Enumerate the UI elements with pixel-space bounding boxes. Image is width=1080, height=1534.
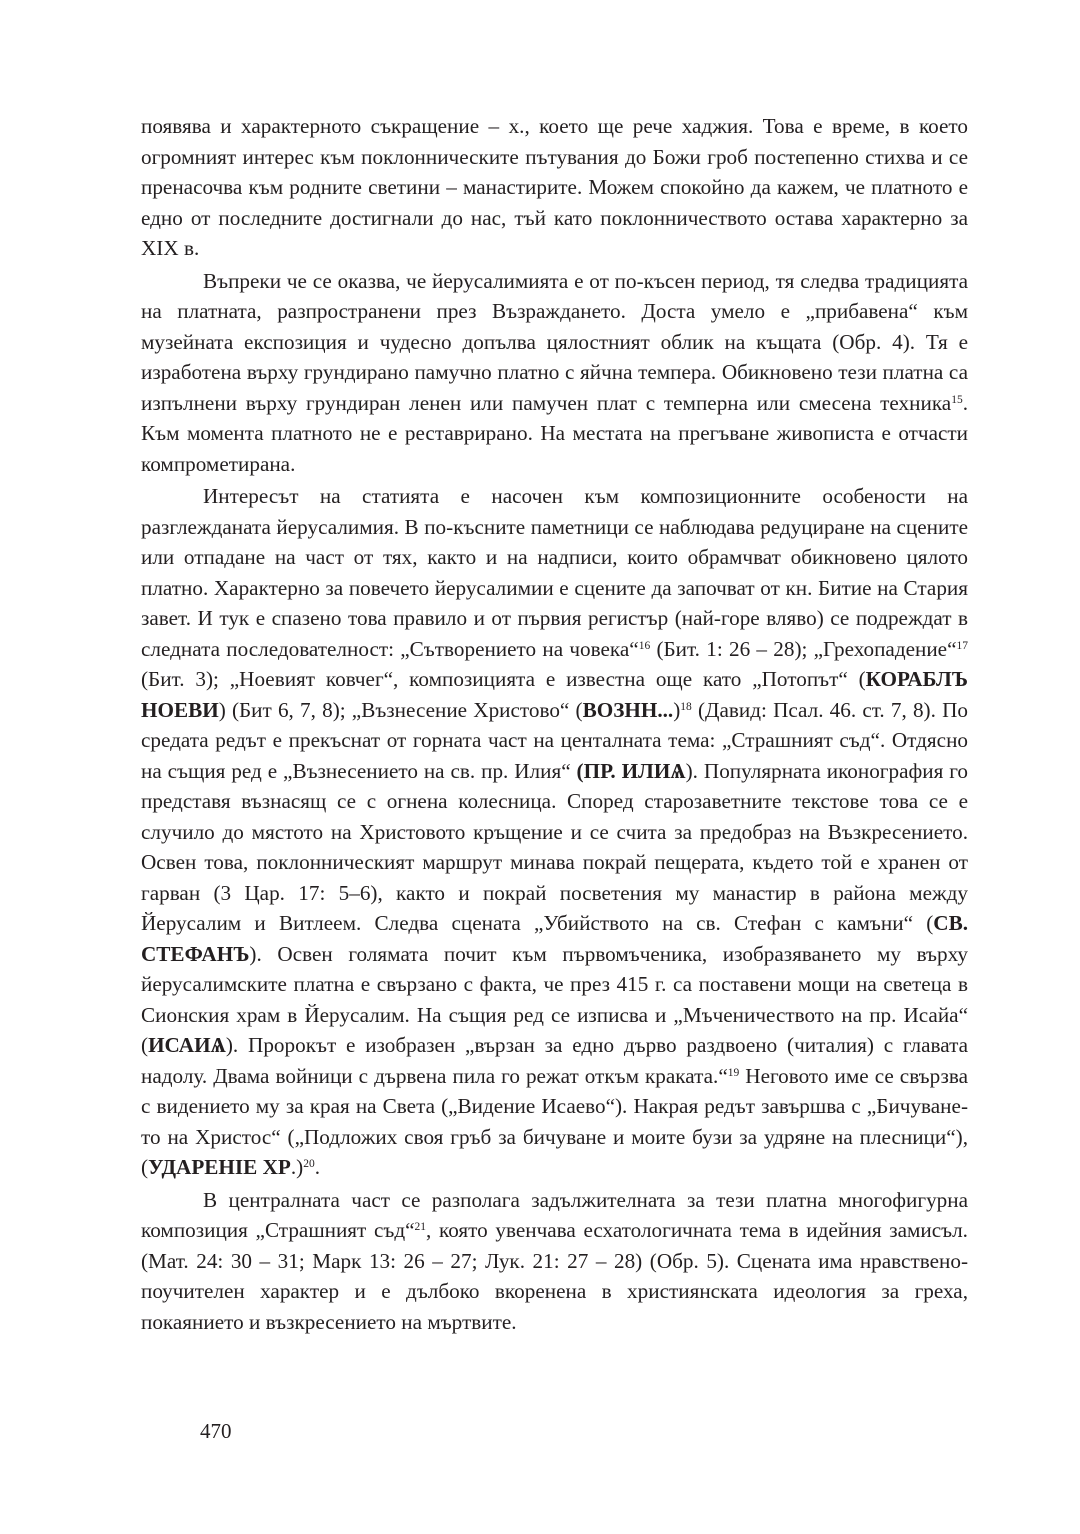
inscription-sv-stefan: СВ. СТЕФАНЪ — [141, 911, 968, 966]
paragraph-4: В централната част се разполага задължителната за тези платна многофигурна композиция „Страшният съд“$^{21}$, която увенчава есхатологичната тема в идейния замисъл. (Мат. 24: 30 – 31; Марк 13: 26 – 27; Лук. 21: 27 – 28) (Обр. 5). Сцената има нравствено-поучителен характер и е дълбоко вкоренена в християнската идеология за греха, покаянието и възкресението на мъртвите. — [141, 1187, 968, 1334]
inscription-korabl-noevi: КОРАБЛЪ НОЕВИ — [141, 667, 968, 722]
inscription-pr-ilia: (ПР. ИЛИѦ — [576, 758, 686, 783]
paragraph-1: появява и характерното съкращение – х., което ще рече хаджия. Това е време, в което огромният интерес към поклонническите пътувания до Божи гроб постепенно стихва и се пренасочва към родните светини – манастирите. Можем спокойно да кажем, че платното е едно от последните достигнали до нас, тъй като поклонничеството остава характерно за XIX в. — [141, 114, 968, 260]
footnote-ref-15[interactable]: 15 — [951, 393, 963, 406]
footnote-ref-21[interactable]: 21 — [414, 1221, 427, 1234]
inscription-voznn: ВОЗНН... — [582, 697, 674, 722]
footnote-ref-20[interactable]: 20 — [303, 1158, 315, 1171]
footnote-ref-19[interactable]: 19 — [727, 1066, 740, 1079]
paragraph-2: Въпреки че се оказва, че йерусалимията е от по-късен период, тя следва традицията на платната, разпространени през Възраждането. Доста умело е „прибавена“ към музейната експозиция и чудесно допълва цялостният облик на къщата (Обр. 4). Тя е изработена върху грундирано памучно платно с яйчна темпера. Обикновено тези платна са изпълнени върху грундиран ленен или памучен плат с темперна или смесена техника$^{15}$. Към момента платното не е реставрирано. На местата на прегъване живописта е отчасти компрометирана. — [141, 268, 968, 476]
paragraph-3: Интересът на статията е насочен към композиционните особености на разглежданата йерусалимия. В по-късните паметници се наблюдава редуциране на сцените или отпадане на част от тях, както и на надписи, които обрамчват обикновено цялото платно. Характерно за повечето йерусалимии е сцените да започват от кн. Битие на Стария завет. И тук е спазено това правило и от първия регистър (най-горе вляво) се подреждат в следната последователност: „Сътворението на човека“$^{16}$ (Бит. 1: 26 – 28); „Грехопадение“$^{17}$ (Бит. 3); „Ноевият ковчег“, композицията е известна още като „Потопът“ (КОРАБЛЪ НОЕВИ) (Бит 6, 7, 8); „Възнесение Христово“ (ВОЗНН...)$^{18}$ (Давид: Псал. 46. ст. 7, 8). По средата редът е прекъснат от горната част на центалната тема: „Страшният съд“. Отдясно на същия ред е „Възнесението на св. пр. Илия“ (ПР. ИЛИѦ). Популярната иконография го представя възнасящ се с огнена колесница. Според старозаветните текстове това се е случило до мястото на Христовото кръщение и се счита за предобраз на Възкресението. Освен това, поклонническият маршрут минава покрай пещерата, където той е хранен от гарван (3 Цар. 17: 5–6), както и покрай посветения му манастир в района между Йерусалим и Витлеем. Следва сцената „Убийството на св. Стефан с камъни“ (СВ. СТЕФАНЪ). Освен голямата почит към първомъченика, изобразяването му върху йерусалимските платна е свързано с факта, че през 415 г. са поставени мощи на светеца в Сионския храм в Йерусалим. На същия ред се изписва и „Мъченичеството на пр. Исайа“ (ИСАИѦ). Пророкът е изобразен „вързан за едно дърво раздвоено (читалия) с главата надолу. Двама войници с дървена пила го режат откъм краката.“$^{19}$ Неговото име се свързва с видението му за края на Света („Видение Исаево“). Накрая редът завършва с „Бичуването на Христос“ („Подложих своя гръб за бичуване и моите бузи за удряне на плесници“), (УДАРЕНІЕ ХР.)$^{20}$. — [141, 484, 968, 1179]
body-text — [141, 111, 968, 1339]
inscription-udarenie-hr: УДАРЕНІЕ ХР — [148, 1155, 291, 1179]
footnote-ref-18[interactable]: 18 — [680, 700, 692, 713]
inscription-isaia: ИСАИѦ — [148, 1033, 226, 1057]
page-number: 470 — [200, 1419, 232, 1443]
footnote-ref-17[interactable]: 17 — [956, 639, 968, 652]
footnote-ref-16[interactable]: 16 — [638, 639, 651, 652]
